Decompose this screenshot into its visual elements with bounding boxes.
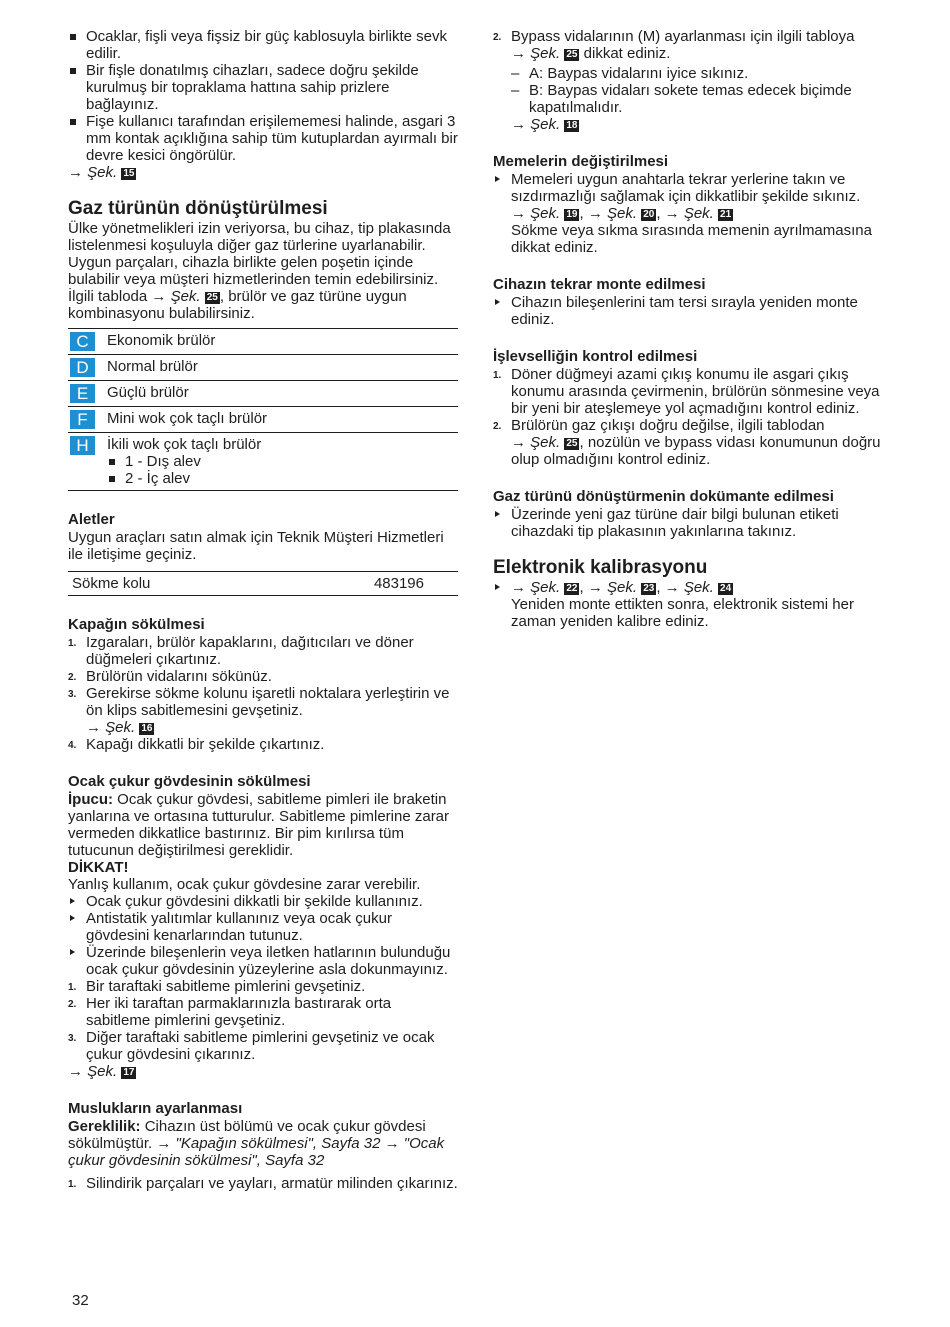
list-item: Bir fişle donatılmış cihazları, sadece doğru şekilde kurulmuş bir topraklama hattına sahip prizlere bağlayınız. [68, 62, 458, 113]
list-item: Ocak çukur gövdesini dikkatli bir şekilde kullanınız. [68, 893, 458, 910]
list-item: → Şek. 22 , → Şek. 23 , → Şek. 24 Yeniden monte ettikten sonra, elektronik sistemi her zaman yeniden kalibre ediniz. [493, 579, 883, 630]
list-item: 4. Kapağı dikkatli bir şekilde çıkartınız. [68, 736, 325, 753]
burner-label: Mini wok çok taçlı brülör [107, 410, 268, 427]
section-title-cover-removal: Kapağın sökülmesi [68, 616, 205, 633]
section-title-trough-removal: Ocak çukur gövdesinin sökülmesi [68, 773, 311, 790]
documentation-bullets [493, 506, 883, 540]
figure-badge: 25 [566, 438, 578, 449]
caution-bullets [68, 893, 458, 978]
figure-badge: 15 [123, 168, 135, 179]
figure-reference: → Şek. 18 [511, 116, 578, 133]
section-title-function-check: İşlevselliğin kontrol edilmesi [493, 348, 698, 365]
figure-badge: 16 [141, 723, 153, 734]
list-item: 3. Gerekirse sökme kolunu işaretli noktalara yerleştirin ve ön klips sabitlemesini gevşetiniz. → Şek. 16 [68, 685, 450, 736]
right-column [493, 28, 883, 630]
left-column [68, 28, 458, 1192]
list-item: 1. Bir taraftaki sabitleme pimlerini gevşetiniz. [68, 978, 366, 995]
list-item: 2. Bypass vidalarının (M) ayarlanması için ilgili tabloya → Şek. 25 dikkat ediniz. [493, 28, 855, 62]
tool-number: 483196 [373, 575, 424, 592]
list-item: 2. Her iki taraftan parmaklarınızla bastırarak orta sabitleme pimlerini gevşetiniz. [68, 995, 392, 1029]
burner-letter-badge: F [70, 410, 95, 429]
section-title-taps: Muslukların ayarlanması [68, 1100, 243, 1117]
taps-steps-continued [493, 28, 883, 62]
paragraph: Uygun parçaları, cihazla birlikte gelen poşetin içinde bulabilir veya müşteri hizmetlerinden temin edebilirsiniz. İlgili tabloda → Şek. 25 , brülör ve gaz türüne uygun kombinasyonu bulabilirsiniz. [68, 254, 439, 322]
tip-paragraph: İpucu: Ocak çukur gövdesi, sabitleme pimleri ile braketin yanlarına ve ortasına tutturulur. Sabitleme pimlerine zarar vermeden dikkatlice bastırınız. Bir pim kırılırsa tüm tutucunun değiştirilmesi gereklidir. [68, 791, 450, 859]
burner-table [68, 328, 458, 491]
table-row [68, 407, 458, 433]
burner-label: Ekonomik brülör [107, 332, 216, 349]
paragraph: Uygun araçları satın almak için Teknik Müşteri Hizmetleri ile iletişime geçiniz. [68, 529, 444, 563]
requirement-paragraph: Gereklilik: Cihazın üst bölümü ve ocak çukur gövdesi sökülmüştür. → "Kapağın sökülmesi", Sayfa 32 → "Ocak çukur gövdesinin sökülmesi", Sayfa 32 [68, 1118, 445, 1169]
trough-removal-steps [68, 978, 458, 1063]
tools-table [68, 571, 458, 596]
figure-badge: 25 [566, 49, 578, 60]
list-item: Üzerinde bileşenlerin veya iletken hatlarının bulunduğu ocak çukur gövdesinin yüzeylerine asla dokunmayınız. [68, 944, 458, 978]
burner-label: Normal brülör [107, 358, 198, 375]
section-title-calibration: Elektronik kalibrasyonu [493, 557, 708, 578]
intro-bullet-list [68, 28, 458, 164]
table-row [68, 355, 458, 381]
list-item: 1 - Dış alev [107, 453, 458, 470]
figure-badge: 21 [720, 209, 732, 220]
burner-letter-badge: D [70, 358, 95, 377]
figure-badge: 18 [566, 120, 578, 131]
table-row [68, 381, 458, 407]
list-item: – B: Baypas vidaları sokete temas edecek biçimde kapatılmalıdır. [511, 82, 883, 116]
figure-badge: 23 [643, 583, 655, 594]
figure-badge: 25 [206, 292, 218, 303]
burner-label: Güçlü brülör [107, 384, 189, 401]
cross-reference-link[interactable]: → "Kapağın sökülmesi", Sayfa 32 → "Ocak çukur gövdesinin sökülmesi", Sayfa 32 [68, 1135, 445, 1169]
nozzle-bullets [493, 171, 883, 256]
list-item: 1. Silindirik parçaları ve yayları, armatür milinden çıkarınız. [68, 1175, 458, 1192]
list-item: 3. Diğer taraftaki sabitleme pimlerini gevşetiniz ve ocak çukur gövdesini çıkarınız. [68, 1029, 435, 1063]
reassembly-bullets [493, 294, 883, 328]
caution-label: DİKKAT! [68, 859, 129, 876]
figure-reference: → Şek. 17 [68, 1063, 135, 1080]
function-check-steps [493, 366, 883, 468]
figure-badge: 20 [643, 209, 655, 220]
bypass-options [493, 65, 883, 116]
list-item: 2 - İç alev [107, 470, 458, 487]
list-item: Ocaklar, fişli veya fişsiz bir güç kablosuyla birlikte sevk edilir. [68, 28, 458, 62]
figure-badge: 22 [566, 583, 578, 594]
flame-list [107, 453, 458, 487]
calibration-bullets [493, 579, 883, 630]
burner-letter-badge: E [70, 384, 95, 403]
section-title-reassembly: Cihazın tekrar monte edilmesi [493, 276, 706, 293]
section-title-gas-conversion: Gaz türünün dönüştürülmesi [68, 198, 328, 219]
burner-letter-badge: H [70, 436, 95, 455]
burner-label: İkili wok çok taçlı brülör [107, 436, 262, 453]
list-item: – A: Baypas vidalarını iyice sıkınız. [511, 65, 883, 82]
section-title-documentation: Gaz türünü dönüştürmenin dokümante edilmesi [493, 488, 834, 505]
page-number: 32 [72, 1292, 89, 1309]
tool-name: Sökme kolu [72, 575, 151, 592]
list-item: 2. Brülörün gaz çıkışı doğru değilse, ilgili tablodan → Şek. 25 , nozülün ve bypass vidası konumunun doğru olup olmadığını kontrol ediniz. [493, 417, 881, 468]
list-item: 2. Brülörün vidalarını sökünüz. [68, 668, 272, 685]
figure-badge: 19 [566, 209, 578, 220]
burner-letter-badge: C [70, 332, 95, 351]
cover-removal-steps [68, 634, 458, 753]
list-item: 1. Izgaraları, brülör kapaklarını, dağıtıcıları ve döner düğmeleri çıkartınız. [68, 634, 414, 668]
figure-badge: 24 [720, 583, 732, 594]
list-item: 1. Döner düğmeyi azami çıkış konumu ile asgari çıkış konumu arasında çevirmenin, brülörün sönmesine veya bir yeni bir ateşlemeye yol açmadığını kontrol ediniz. [493, 366, 880, 417]
section-title-nozzles: Memelerin değiştirilmesi [493, 153, 669, 170]
paragraph: Ülke yönetmelikleri izin veriyorsa, bu cihaz, tip plakasında listelenmesi koşuluyla diğer gaz türlerine uyarlanabilir. [68, 220, 451, 254]
list-item: Memeleri uygun anahtarla tekrar yerlerine takın ve sızdırmazlığı sağlamak için dikkatlibir şekilde sıkınız. → Şek. 19 , → Şek. 20 , → Şek. 21 Sökme veya sıkma sırasında memenin ayrılmamasına dikkat ediniz. [493, 171, 883, 256]
list-item: Antistatik yalıtımlar kullanınız veya ocak çukur gövdesini kenarlarından tutunuz. [68, 910, 458, 944]
section-title-tools: Aletler [68, 511, 115, 528]
figure-badge: 17 [123, 1067, 135, 1078]
list-item: Üzerinde yeni gaz türüne dair bilgi bulunan etiketi cihazdaki tip plakasının yakınlarına takınız. [493, 506, 883, 540]
table-row [68, 329, 458, 355]
list-item: Cihazın bileşenlerini tam tersi sırayla yeniden monte ediniz. [493, 294, 883, 328]
table-row [68, 433, 458, 490]
figure-reference: → Şek. 15 [68, 164, 135, 181]
list-item: Fişe kullanıcı tarafından erişilememesi halinde, asgari 3 mm kontak açıklığına sahip tüm kutuplardan ayırmalı bir devre kesici öngörülür. [68, 113, 458, 164]
caution-text: Yanlış kullanım, ocak çukur gövdesine zarar verebilir. [68, 876, 421, 893]
taps-steps [68, 1175, 458, 1192]
